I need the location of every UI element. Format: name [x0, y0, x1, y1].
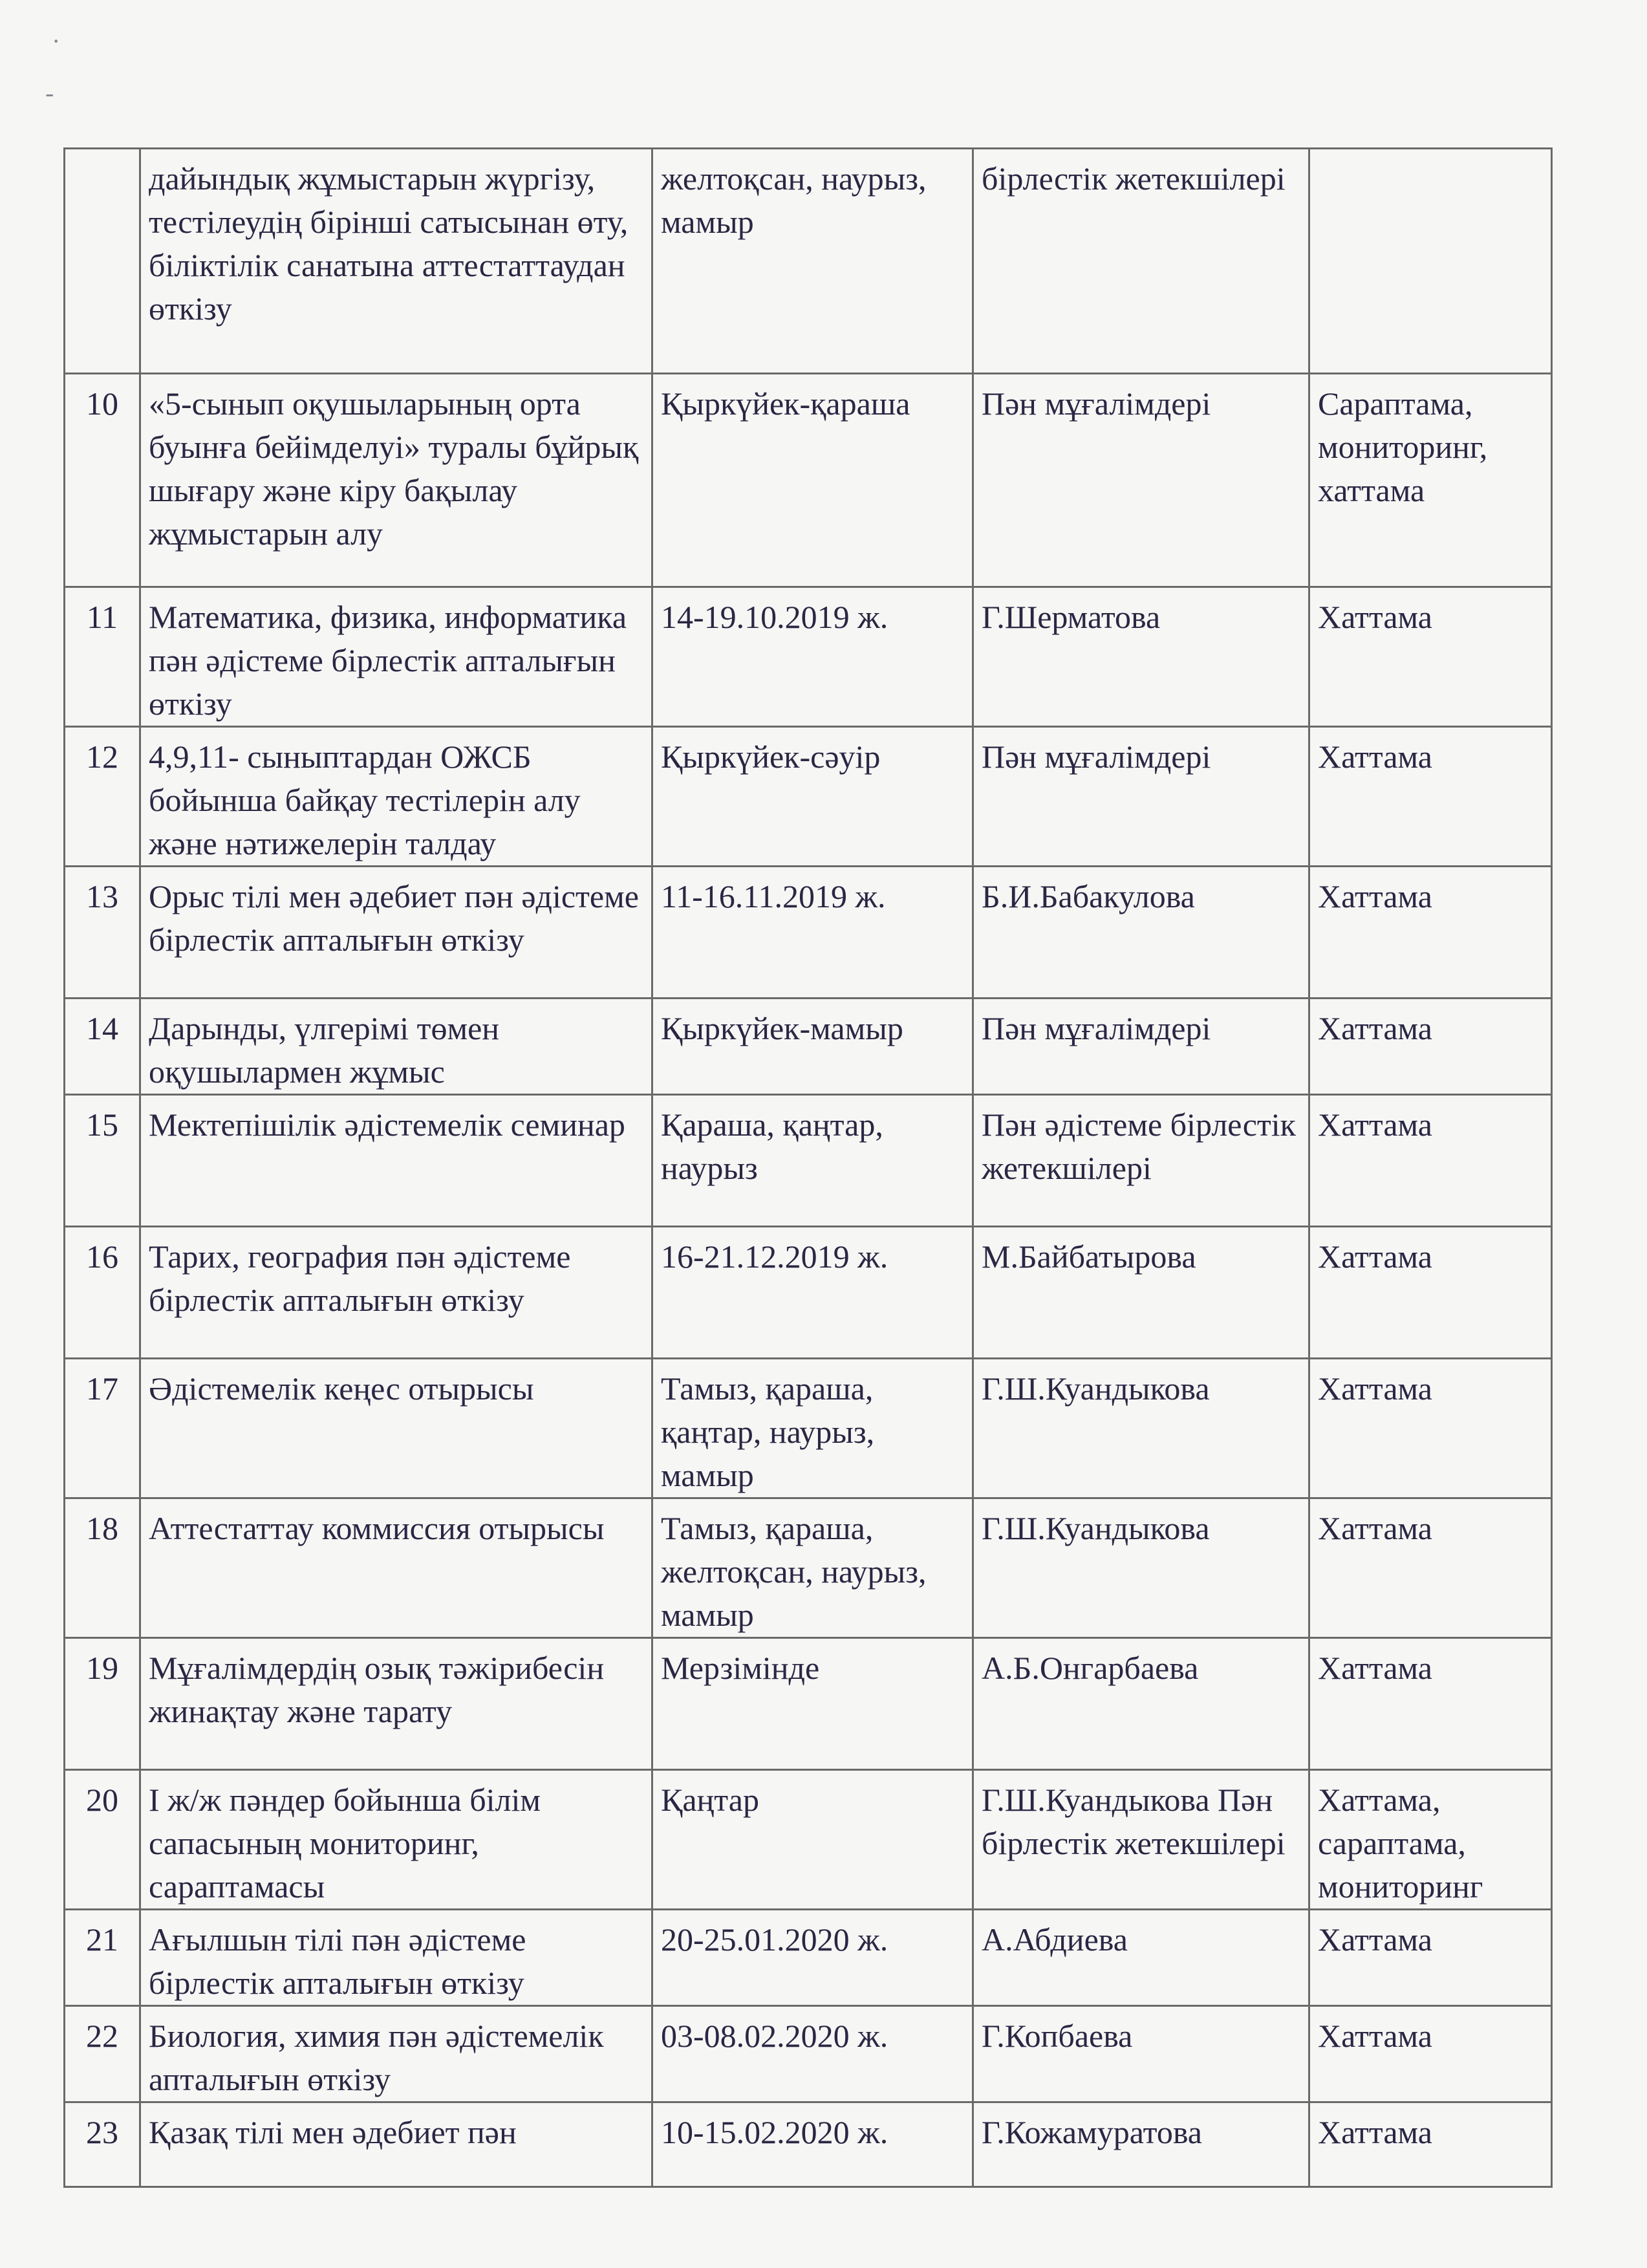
event-cell: І ж/ж пәндер бойынша білім сапасының мониторинг, сараптамасы [140, 1770, 652, 1910]
row-number: 18 [65, 1498, 140, 1638]
responsible-cell: бірлестік жетекшілері [973, 149, 1309, 374]
event-cell: Ағылшын тілі пән әдістеме бірлестік апталығын өткізу [140, 1910, 652, 2006]
table-row [65, 587, 1552, 727]
event-cell: Мұғалімдердің озық тәжірибесін жинақтау және тарату [140, 1638, 652, 1770]
result-cell: Сараптама, мониторинг, хаттама [1309, 374, 1552, 587]
event-cell: Аттестаттау коммиссия отырысы [140, 1498, 652, 1638]
events-table [63, 147, 1553, 2188]
responsible-cell: Г.Ш.Куандыкова [973, 1359, 1309, 1498]
row-number: 13 [65, 867, 140, 999]
event-cell: Математика, физика, информатика пән әдістеме бірлестік апталығын өткізу [140, 587, 652, 727]
row-number: 10 [65, 374, 140, 587]
date-cell: Қыркүйек-қараша [652, 374, 973, 587]
table-row [65, 149, 1552, 374]
responsible-cell: Пән әдістеме бірлестік жетекшілері [973, 1095, 1309, 1227]
scan-speck: · [52, 27, 61, 56]
result-cell: Хаттама [1309, 2006, 1552, 2102]
event-cell: Әдістемелік кеңес отырысы [140, 1359, 652, 1498]
event-cell: Тарих, география пән әдістеме бірлестік апталығын өткізу [140, 1227, 652, 1359]
table-row [65, 999, 1552, 1095]
date-cell: Тамыз, қараша, желтоқсан, наурыз, мамыр [652, 1498, 973, 1638]
date-cell: Қараша, қаңтар, наурыз [652, 1095, 973, 1227]
event-cell: 4,9,11- сыныптардан ОЖСБ бойынша байқау тестілерін алу және нәтижелерін талдау [140, 727, 652, 867]
event-cell: «5-сынып оқушыларының орта буынға бейімделуі» туралы бұйрық шығару және кіру бақылау жұмыстарын алу [140, 374, 652, 587]
responsible-cell: Г.Кожамуратова [973, 2102, 1309, 2187]
responsible-cell: А.Б.Онгарбаева [973, 1638, 1309, 1770]
table-row [65, 727, 1552, 867]
table-row [65, 1227, 1552, 1359]
row-number: 16 [65, 1227, 140, 1359]
responsible-cell: Г.Шерматова [973, 587, 1309, 727]
table-row [65, 1498, 1552, 1638]
result-cell: Хаттама [1309, 727, 1552, 867]
result-cell: Хаттама [1309, 2102, 1552, 2187]
row-number: 14 [65, 999, 140, 1095]
table-row [65, 1910, 1552, 2006]
table-row [65, 2102, 1552, 2187]
row-number [65, 149, 140, 374]
event-cell: Биология, химия пән әдістемелік апталығын өткізу [140, 2006, 652, 2102]
result-cell: Хаттама [1309, 867, 1552, 999]
row-number: 19 [65, 1638, 140, 1770]
responsible-cell: М.Байбатырова [973, 1227, 1309, 1359]
table-row [65, 1095, 1552, 1227]
date-cell: Қыркүйек-сәуір [652, 727, 973, 867]
responsible-cell: Г.Копбаева [973, 2006, 1309, 2102]
responsible-cell: Б.И.Бабакулова [973, 867, 1309, 999]
scan-speck: - [45, 78, 54, 107]
date-cell: Қыркүйек-мамыр [652, 999, 973, 1095]
row-number: 21 [65, 1910, 140, 2006]
responsible-cell: Г.Ш.Куандыкова Пән бірлестік жетекшілері [973, 1770, 1309, 1910]
date-cell: 11-16.11.2019 ж. [652, 867, 973, 999]
result-cell: Хаттама [1309, 1910, 1552, 2006]
event-cell: Мектепішілік әдістемелік семинар [140, 1095, 652, 1227]
row-number: 15 [65, 1095, 140, 1227]
event-cell: Орыс тілі мен әдебиет пән әдістеме бірлестік апталығын өткізу [140, 867, 652, 999]
table-row [65, 2006, 1552, 2102]
event-cell: дайындық жұмыстарын жүргізу, тестілеудің бірінші сатысынан өту, біліктілік санатына аттестаттаудан өткізу [140, 149, 652, 374]
result-cell: Хаттама [1309, 1359, 1552, 1498]
table-row [65, 1770, 1552, 1910]
row-number: 11 [65, 587, 140, 727]
event-cell: Дарынды, үлгерімі төмен оқушылармен жұмыс [140, 999, 652, 1095]
row-number: 20 [65, 1770, 140, 1910]
row-number: 23 [65, 2102, 140, 2187]
result-cell: Хаттама [1309, 1227, 1552, 1359]
result-cell: Хаттама [1309, 1095, 1552, 1227]
row-number: 22 [65, 2006, 140, 2102]
responsible-cell: Г.Ш.Куандыкова [973, 1498, 1309, 1638]
responsible-cell: А.Абдиева [973, 1910, 1309, 2006]
table-row [65, 867, 1552, 999]
date-cell: 16-21.12.2019 ж. [652, 1227, 973, 1359]
responsible-cell: Пән мұғалімдері [973, 727, 1309, 867]
row-number: 17 [65, 1359, 140, 1498]
result-cell: Хаттама [1309, 1498, 1552, 1638]
row-number: 12 [65, 727, 140, 867]
responsible-cell: Пән мұғалімдері [973, 999, 1309, 1095]
result-cell: Хаттама, сараптама, мониторинг [1309, 1770, 1552, 1910]
date-cell: 03-08.02.2020 ж. [652, 2006, 973, 2102]
result-cell: Хаттама [1309, 1638, 1552, 1770]
table-row [65, 1638, 1552, 1770]
result-cell: Хаттама [1309, 999, 1552, 1095]
table-row [65, 1359, 1552, 1498]
date-cell: Тамыз, қараша, қаңтар, наурыз, мамыр [652, 1359, 973, 1498]
date-cell: Мерзімінде [652, 1638, 973, 1770]
date-cell: желтоқсан, наурыз, мамыр [652, 149, 973, 374]
result-cell: Хаттама [1309, 587, 1552, 727]
date-cell: 20-25.01.2020 ж. [652, 1910, 973, 2006]
date-cell: Қаңтар [652, 1770, 973, 1910]
responsible-cell: Пән мұғалімдері [973, 374, 1309, 587]
date-cell: 10-15.02.2020 ж. [652, 2102, 973, 2187]
date-cell: 14-19.10.2019 ж. [652, 587, 973, 727]
event-cell: Қазақ тілі мен әдебиет пән [140, 2102, 652, 2187]
table-row [65, 374, 1552, 587]
result-cell [1309, 149, 1552, 374]
